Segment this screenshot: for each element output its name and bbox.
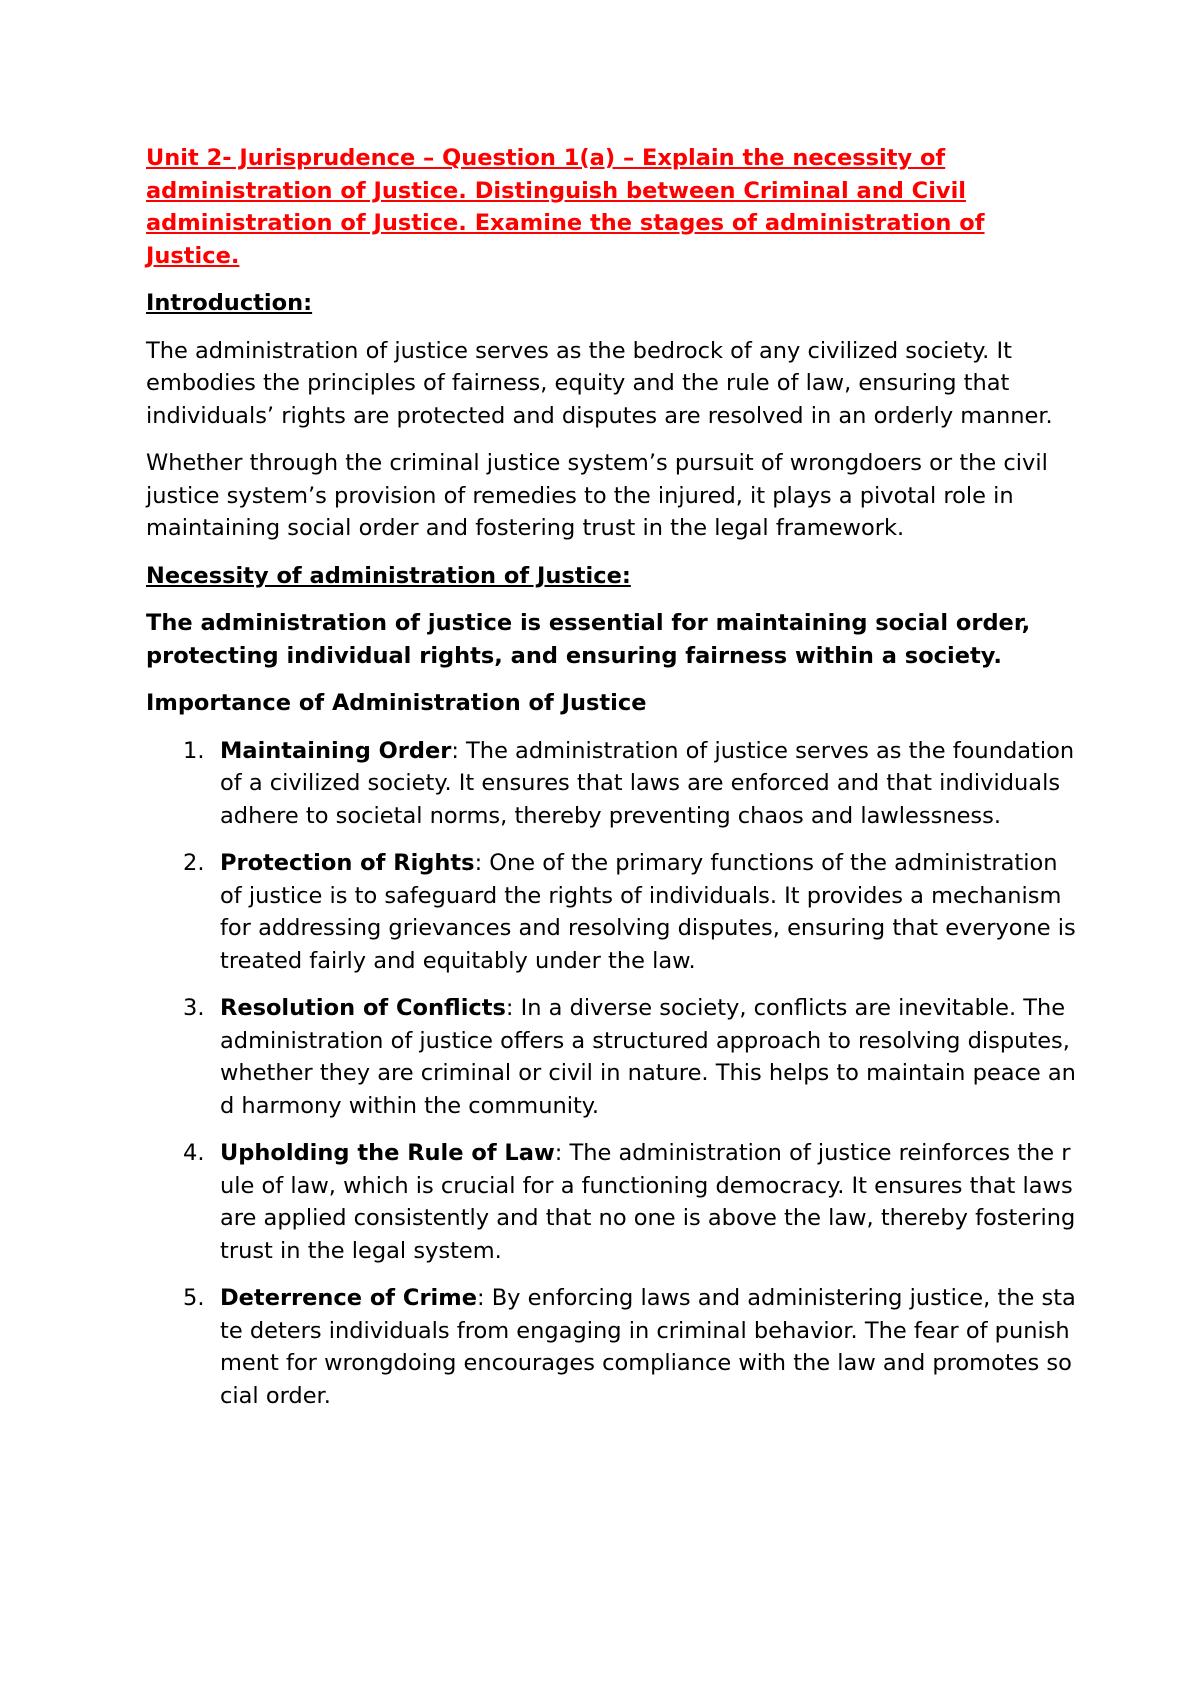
necessity-heading: Necessity of administration of Justice: bbox=[146, 562, 631, 589]
list-term: Protection of Rights bbox=[220, 850, 475, 876]
list-text: : The administration of justice serves as the foundation of a civilized society. It ensures that laws are enforced and that individuals adhere to societal norms, thereby preventing chaos and lawlessness. bbox=[220, 737, 1075, 829]
list-item bbox=[146, 1282, 1076, 1412]
introduction-paragraph: Whether through the criminal justice system’s pursuit of wrongdoers or the civil justice system’s provision of remedies to the injured, it plays a pivotal role in maintaining social order and fostering trust in the legal framework. bbox=[146, 450, 1048, 541]
list-item bbox=[146, 847, 1076, 977]
list-text: : One of the primary functions of the administration of justice is to safeguard the rights of individuals. It provides a mechanism for addressing grievances and resolving disputes, ensuring that everyone is treated fairly and equitably under the law. bbox=[220, 850, 1076, 974]
list-term: Resolution of Conflicts bbox=[220, 995, 506, 1021]
document-page bbox=[146, 142, 1076, 1427]
list-term: Upholding the Rule of Law bbox=[220, 1140, 555, 1166]
list-term: Maintaining Order bbox=[220, 737, 452, 764]
list-number: 5. bbox=[183, 1285, 205, 1311]
list-term: Deterrence of Crime bbox=[220, 1285, 477, 1311]
importance-list bbox=[146, 735, 1076, 1413]
list-text: : By enforcing laws and administering justice, the state deters individuals from engaging in criminal behavior. The fear of punishment for wrongdoing encourages compliance with the law and promotes social order. bbox=[220, 1285, 1076, 1409]
list-number: 3. bbox=[183, 995, 205, 1021]
list-text: : The administration of justice reinforces the rule of law, which is crucial for a functioning democracy. It ensures that laws are applied consistently and that no one is above the law, thereby fostering trust in the legal system. bbox=[220, 1140, 1076, 1264]
list-number: 2. bbox=[183, 850, 205, 876]
list-item bbox=[146, 1137, 1076, 1267]
list-item bbox=[146, 992, 1076, 1122]
necessity-statement: The administration of justice is essential for maintaining social order, protecting individual rights, and ensuring fairness within a society. bbox=[146, 610, 1031, 669]
list-number: 4. bbox=[183, 1140, 205, 1166]
introduction-paragraph: The administration of justice serves as the bedrock of any civilized society. It embodies the principles of fairness, equity and the rule of law, ensuring that individuals’ rights are protected and disputes are resolved in an orderly manner. bbox=[146, 337, 1053, 429]
list-number: 1. bbox=[183, 737, 205, 764]
list-text: : In a diverse society, conflicts are inevitable. The administration of justice offers a structured approach to resolving disputes, whether they are criminal or civil in nature. This helps to maintain peace and harmony within the community. bbox=[220, 995, 1076, 1119]
importance-heading: Importance of Administration of Justice bbox=[146, 690, 647, 716]
introduction-heading: Introduction: bbox=[146, 290, 313, 316]
document-title: Unit 2- Jurisprudence – Question 1(a) – Explain the necessity of administration of Justice. Distinguish between Criminal and Civil administration of Justice. Examine the stages of administration of Justice. bbox=[146, 145, 985, 269]
list-item bbox=[146, 735, 1076, 833]
